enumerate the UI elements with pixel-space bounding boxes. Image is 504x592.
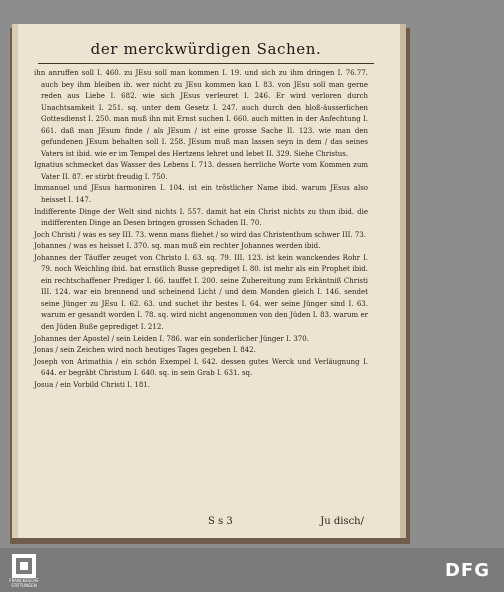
index-entry-indifferente: Indifferente Dinge der Welt sind nichts I. 557. damit hat ein Christ nichts zu thun ibid. die indifferenten Dinge an Desen bringen grossen Schaden II. 70. xyxy=(34,207,368,228)
index-entry-immanuel: Immanuel und JEsus harmoniren I. 104. ist ein tröstlicher Name ibid. warum JEsus also heisset I. 147. xyxy=(34,184,368,205)
index-entry-jesus-continued: ihn anruffen soll I. 460. zu JEsu soll man kommen I. 19. und sich zu ihm dringen I. 76.77. auch bey ihm bleiben ib. wer nicht zu JEsu kommen kan I. 83. von JEsu soll man gerne reden aus Liebe I. 682. wie sich JEsus verleuret I. 246. Er wird verloren durch Unachtsamkeit I. 251. sq. unter dem Gesetz I. 247. auch durch den bloß-äusserlichen Gottesdienst I. 250. man muß ihn mit Ernst suchen I. 660. auch mitten in der Anfechtung I. 661. daß man JEsum finde / als JEsum / ist eine grosse Sache II. 123. wie man den gefundenen JEsum behalten soll I. 258. JEsum muß man lassen seyn in dem / das seines Vaters ist ibid. wie er im Tempel des Hertzens lehret und lebet II. 329. Siehe Christus. xyxy=(34,69,368,158)
catchword: Ju disch/ xyxy=(320,516,364,527)
page-gutter-edge xyxy=(12,24,18,538)
running-head: der merckwürdigen Sachen. xyxy=(90,40,322,58)
index-entry-joseph-arimathia: Joseph von Arimathia / ein schön Exempel I. 642. dessen gutes Werck und Verläugnung I. 644. er begräbt Christum I. 640. sq. in sein Grab I. 631. sq. xyxy=(34,357,368,378)
index-entry-johannes: Johannes / was es heisset I. 370. sq. man muß ein rechter Johannes werden ibid. xyxy=(34,242,321,251)
viewer-footer-bar xyxy=(0,548,504,592)
index-entry-johannes-taeuffer: Johannes der Täuffer zeuget von Christo I. 63. sq. 79. III. 123. ist kein wanckendes Rohr I. 79. noch Weichling ibid. hat ernstlich Busse geprediget I. 80. ist mehr als ein Prophet ibid. ein rechtschaffener Prediger I. 66. tauffet I. 200. seine Zubereitung zum Erkäntniß Christi III. 124. war ein brennend und scheinend Licht / und dem Monden gleich I. 146. sendet seine Jünger zu JEsu I. 62. 63. und suchet ihr bestes I. 64. wer seine Jünger sind I. 63. warum er gesandt worden I. 78. sq. wird nicht angenommen von den Jüden I. 83. warum er den Jüden Buße geprediget I. 212. xyxy=(34,253,368,332)
dfg-logo: DFG xyxy=(444,560,490,581)
index-entry-joch-christi: Joch Christi / was es sey III. 73. wenn mans fliehet / so wird das Christenthum schwer III. 73. xyxy=(34,230,366,239)
book-page xyxy=(12,24,406,538)
head-rule xyxy=(38,63,374,64)
library-label: FRANCKESCHE STIFTUNGEN xyxy=(9,578,39,588)
signature-mark: S s 3 xyxy=(208,516,233,527)
index-entry-josua: Josua / ein Vorbild Christi I. 181. xyxy=(34,380,150,389)
index-text-block xyxy=(34,68,368,391)
page-footer xyxy=(12,516,400,530)
index-entry-johannes-apostel: Johannes der Apostel / sein Leiden I. 786. war ein sonderlicher Jünger I. 370. xyxy=(34,334,309,343)
index-entry-ignatius: Ignatius schmecket das Wasser des Lebens I. 713. dessen herrliche Worte vom Kommen zum Vater II. 87. er stirbt freudig I. 750. xyxy=(34,161,368,181)
index-entry-jonas: Jonas / sein Zeichen wird noch heutiges Tages gegeben I. 842. xyxy=(34,346,256,355)
